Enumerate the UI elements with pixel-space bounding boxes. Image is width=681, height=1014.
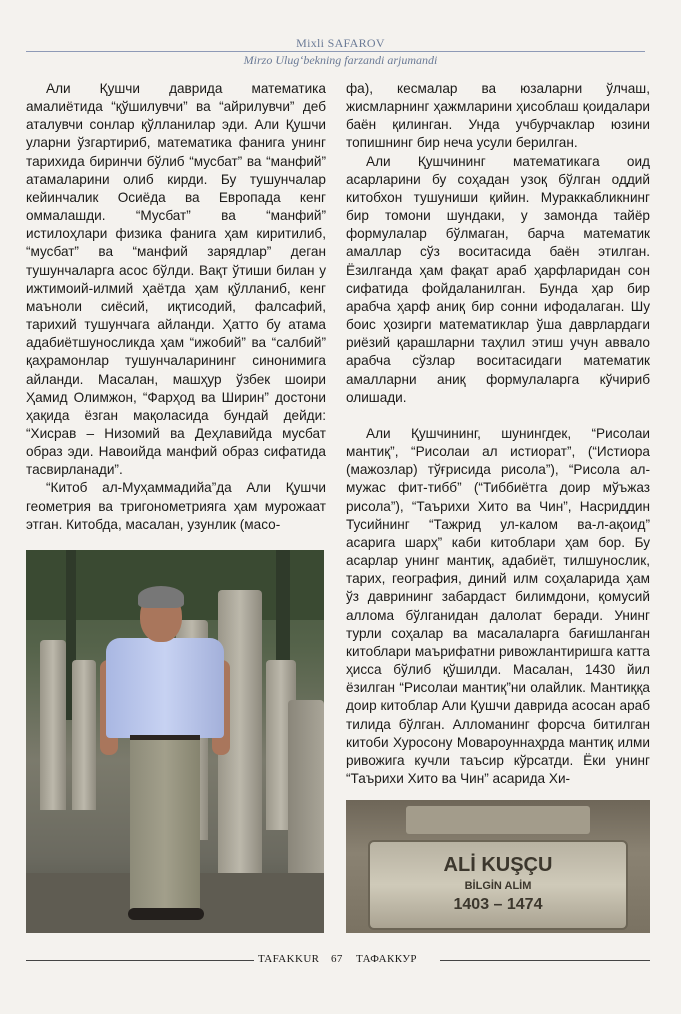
tombstone-plate [368, 840, 628, 930]
left-column [26, 80, 326, 534]
header-rule [26, 51, 645, 52]
right-column-bottom [346, 425, 650, 788]
footer-journal-latin: TAFAKKUR [258, 953, 320, 965]
man-figure [100, 590, 232, 933]
running-header-title: Mirzo Ulug‘bekning farzandi arjumandi [243, 53, 438, 67]
paragraph: фа), кесмалар ва юзаларни ўлчаш, жисмларнинг ҳажмларини ҳисоблаш қоидалари баён қилинган. Унда учбурчаклар юзини топишнинг бир неча усули берилган. [346, 81, 650, 151]
paragraph: Али Қушчи даврида математика амалиётида “қўшилувчи” ва “айрилувчи” деб аталувчи сонлар қўлланилар эди. Али Қушчи уларни ўзгартириб, математика фанига унинг тарихида биринчи бўлиб “мусбат” ва “манфий” атамаларини олиб кирди. Бу тушунчалар кейинчалик Осиёда ва Европада кенг оммалашди. “Мусбат” ва “манфий” истилоҳлари физика фанига ҳам киритилиб, “мусбат” ва “манфий зарядлар” деган тушунчаларга асос бўлди. Вақт ўтиши билан у ижтимоий-илмий ҳаётда ҳам қўлланиб, кенг маънoли сиёсий, иқтисодий, фалсафий, тарихий тушунчага айланди. Ҳатто бу атама адабиётшуносликда ҳам “ижобий” ва “салбий” қаҳрамонлар тушунчаларининг синонимига айланди. Масалан, машҳур ўзбек шоири Ҳамид Олимжон, “Фарҳод ва Ширин” достони ҳақида ёзган мақоласида бундай дейди: “Хисрав – Низомий ва Деҳлавийда мусбат образ эди. Навоийда манфий образ сифатида тасвирланади”. [26, 81, 326, 478]
footer-rule-left [26, 960, 254, 961]
footer-rule-right [440, 960, 650, 961]
paragraph: Али Қушчининг, шунингдек, “Рисолаи мантиқ”, “Рисолаи ал истиорат”, (“Истиора (мажозлар) тўғрисида рисола”), “Рисола ал-мужас фит-тибб” (“Тиббиётга доир мўъжаз рисола”), “Таърихи Хито ва Чин”, Насриддин Тусийнинг “Тажрид ул-калом ва-л-ақоид” асарига шарҳ” каби китоблари ҳам бор. Бу асарлар унинг мантиқ, адабиёт, тилшунослик, тарих, география, диний илм соҳаларида ҳам ўз даврининг забардаст билимдони, қомусий аллома бўлганидан далолат беради. Унинг турли соҳалар ва масалаларга бағишланган китоблари маърифатни ривожлантиришга катта ҳисса бўлиб қўшилди. Масалан, 1430 йил ёзилган “Рисолаи мантиқ”ни олайлик. Мантиққа доир китоблар Али Қушчи даврида асосан араб тилида бўлган. Алломанинг форсча битилган китоби Хуросону Мовароуннаҳрда мантиқ илми ривожига кучли таъсир кўрсатди. Ёки унинг “Таърихи Хито ва Чин” асарида Хи- [346, 426, 650, 786]
page-number: 67 [331, 953, 343, 965]
tombstone-name: ALİ KUŞÇU [443, 854, 553, 876]
right-column-top [346, 80, 650, 407]
tombstone-photo [346, 800, 650, 933]
cemetery-portrait-photo [26, 550, 324, 933]
footer-journal-cyrillic: ТАФАККУР [356, 953, 417, 965]
paragraph: “Китоб ал-Муҳаммадийа”да Али Қушчи геометрия ва тригонометрияга ҳам мурожаат этган. Китобда, масалан, узунлик (масо- [26, 480, 326, 532]
tombstone-dates: 1403 – 1474 [453, 896, 543, 913]
running-header-author: Mixli SAFAROV [296, 36, 385, 50]
paragraph: Али Қушчининг математикага оид асарларини бу соҳадан узоқ бўлган оддий китобхон тушуниши қийин. Мураккабликнинг бир томони шундаки, у замонда тайёр формулалар бўлмаган, барча математик амаллар сўз воситасида баён этилган. Ёзилганда ҳам фақат араб ҳарфларидан сон сифатида фойдаланилган. Бунда ҳар бир арабча ҳарф аниқ бир сонни ифодалаган. Шу боис ҳозирги математиклар ўша даврлардаги риёзий қарашларни таҳлил этиш учун аввало арабча сўзлар воситасидаги математик амалларни аниқ формулаларга кўчириб олишади. [346, 153, 650, 405]
tombstone-epithet: BİLGİN ALİM [464, 880, 532, 892]
